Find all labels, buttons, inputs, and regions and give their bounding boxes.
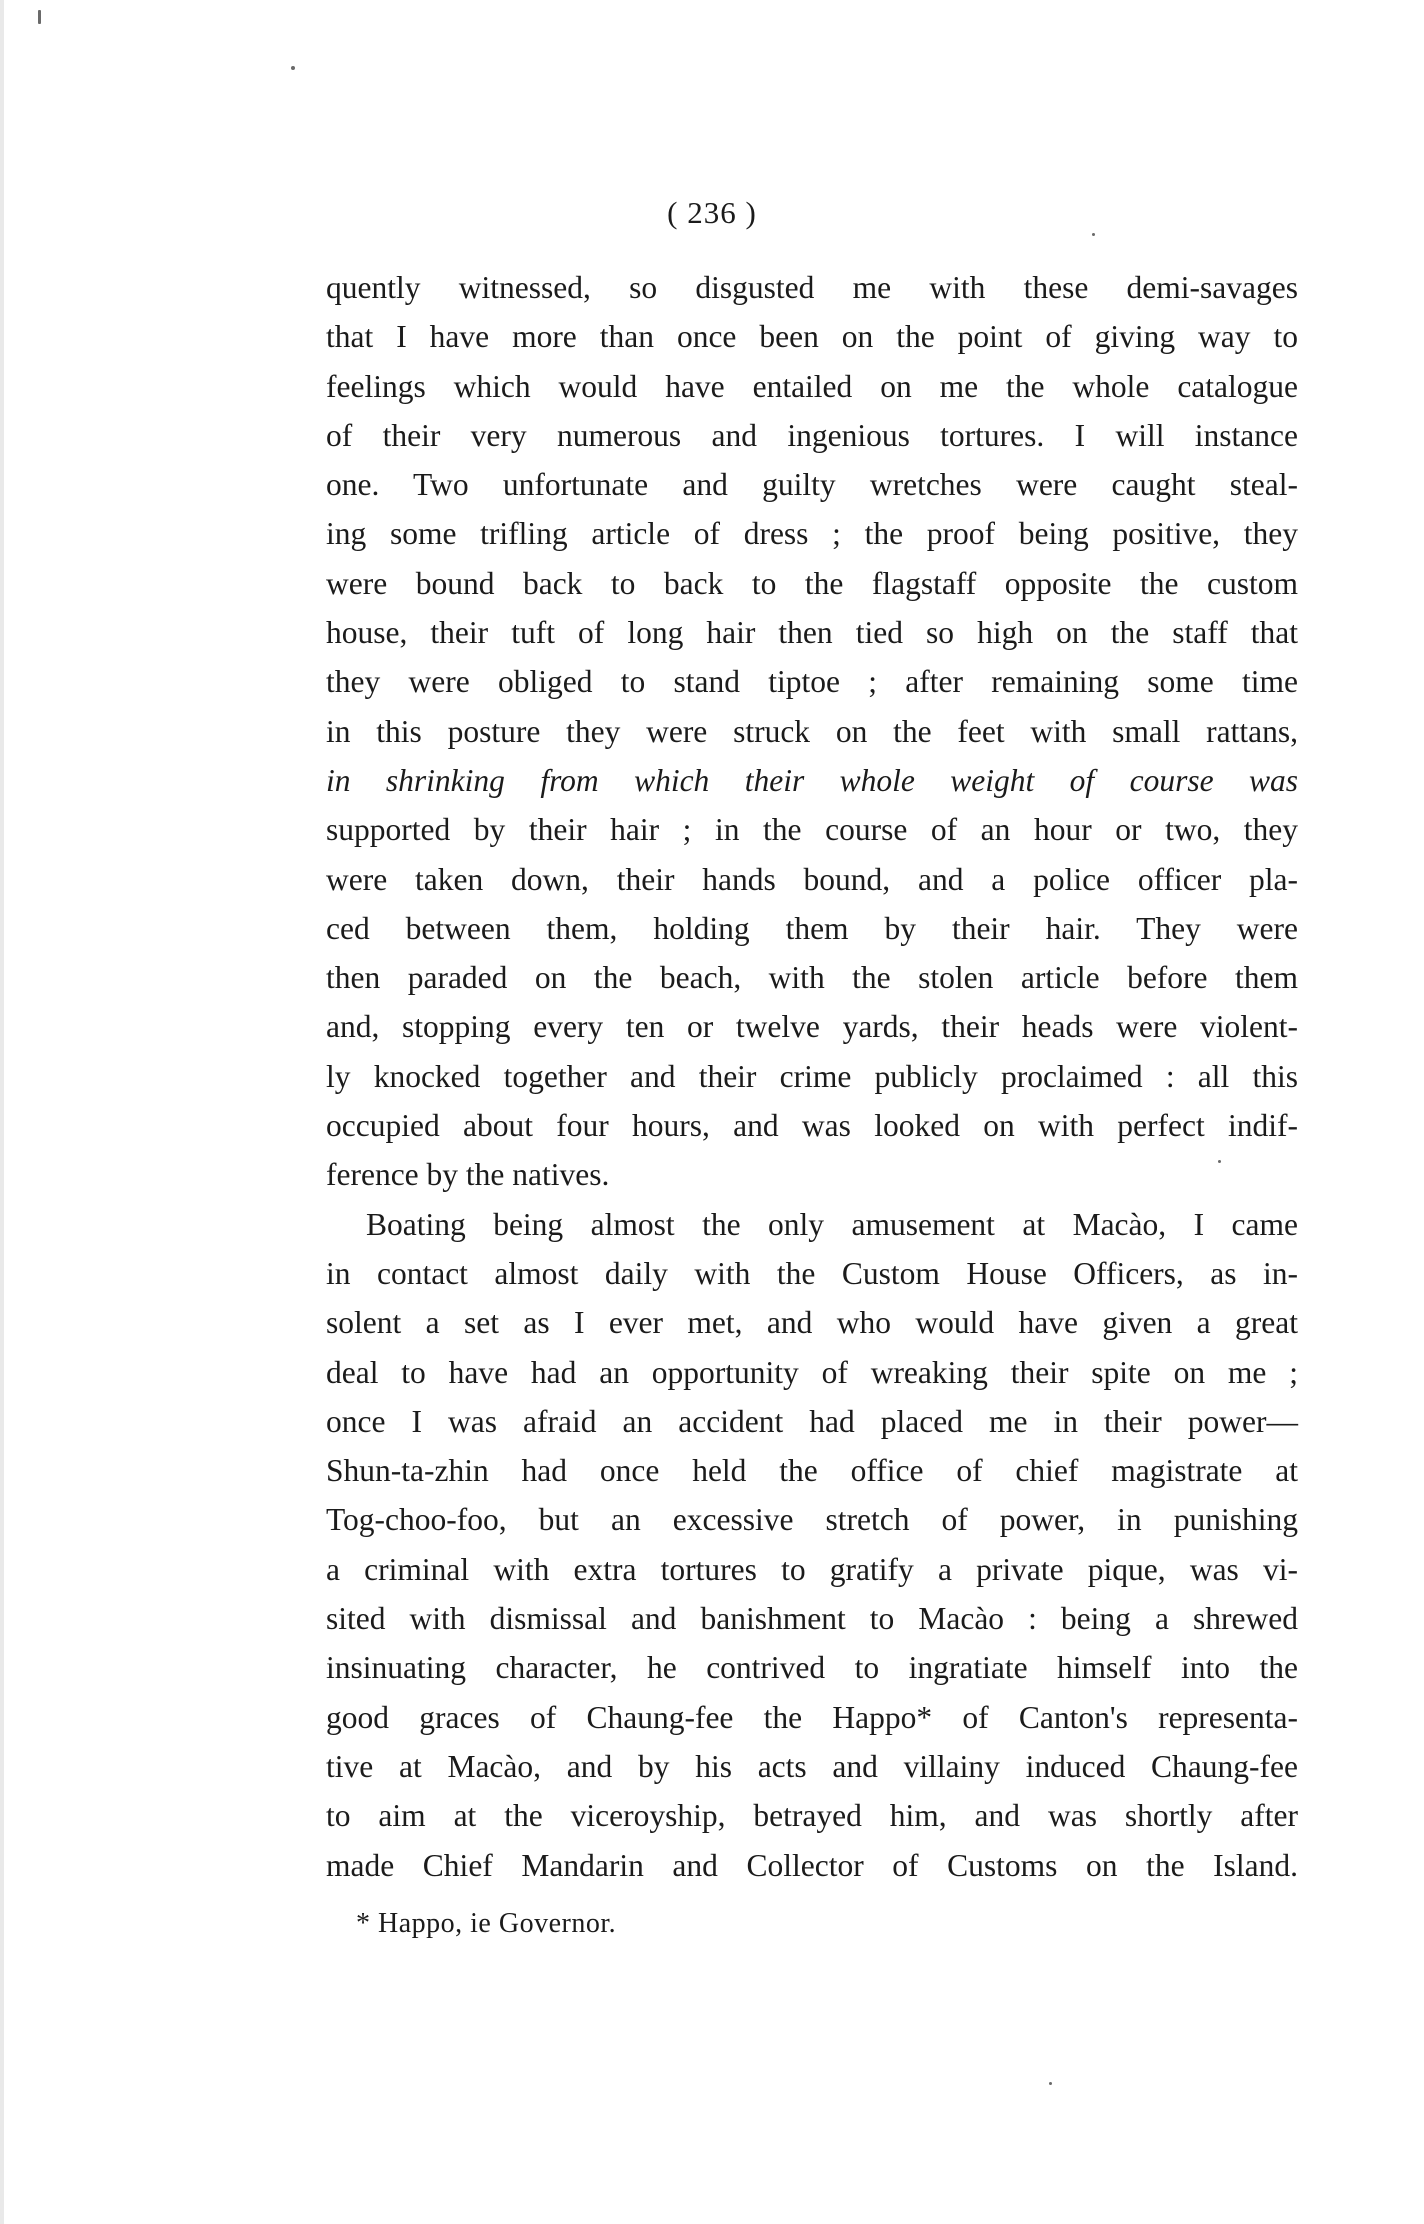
text-line: that I have more than once been on the point of giving way to <box>326 319 1298 355</box>
text-line: they were obliged to stand tiptoe ; after remaining some time <box>326 664 1298 700</box>
scan-speck <box>38 10 41 24</box>
text-line: and, stopping every ten or twelve yards, their heads were violent- <box>326 1009 1298 1045</box>
page-number: ( 236 ) <box>667 195 757 230</box>
text-line: ing some trifling article of dress ; the proof being positive, they <box>326 516 1298 552</box>
scan-speck <box>291 66 295 70</box>
text-line: solent a set as I ever met, and who would have given a great <box>326 1305 1298 1341</box>
text-line: good graces of Chaung-fee the Happo* of Canton's representa- <box>326 1699 1298 1735</box>
text-line: in this posture they were struck on the feet with small rattans, <box>326 713 1298 749</box>
text-line: insinuating character, he contrived to ingratiate himself into the <box>326 1650 1298 1686</box>
text-line: were bound back to back to the flagstaff opposite the custom <box>326 565 1298 601</box>
scan-edge <box>0 0 4 2224</box>
body-text <box>326 263 1298 1890</box>
text-line: made Chief Mandarin and Collector of Customs on the Island. <box>326 1847 1298 1883</box>
text-line: Tog-choo-foo, but an excessive stretch of power, in punishing <box>326 1502 1298 1538</box>
text-line: were taken down, their hands bound, and a police officer pla- <box>326 861 1298 897</box>
text-line: occupied about four hours, and was looked on with perfect indif- <box>326 1108 1298 1144</box>
text-line: ference by the natives. <box>326 1157 610 1193</box>
text-line: to aim at the viceroyship, betrayed him, and was shortly after <box>326 1798 1298 1834</box>
text-line: quently witnessed, so disgusted me with these demi-savages <box>326 270 1298 305</box>
scan-speck <box>1049 2082 1052 2085</box>
text-line: in contact almost daily with the Custom House Officers, as in- <box>326 1255 1298 1291</box>
text-line: in shrinking from which their whole weight of course was <box>326 762 1298 798</box>
footnote: * Happo, ie Governor. <box>356 1908 617 1939</box>
text-line: of their very numerous and ingenious tortures. I will instance <box>326 417 1298 453</box>
text-line: one. Two unfortunate and guilty wretches were caught steal- <box>326 467 1298 503</box>
text-line: sited with dismissal and banishment to Macào : being a shrewed <box>326 1601 1298 1637</box>
text-line: ly knocked together and their crime publicly proclaimed : all this <box>326 1058 1298 1094</box>
text-line: house, their tuft of long hair then tied so high on the staff that <box>326 615 1298 651</box>
text-line: then paraded on the beach, with the stolen article before them <box>326 960 1298 996</box>
text-line: deal to have had an opportunity of wreaking their spite on me ; <box>326 1354 1298 1390</box>
text-line: Shun-ta-zhin had once held the office of chief magistrate at <box>326 1453 1298 1489</box>
scan-speck <box>1092 233 1095 236</box>
scan-speck <box>1218 1160 1221 1163</box>
text-line: ced between them, holding them by their hair. They were <box>326 910 1298 946</box>
text-line: supported by their hair ; in the course of an hour or two, they <box>326 812 1298 848</box>
text-line: a criminal with extra tortures to gratify a private pique, was vi- <box>326 1551 1298 1587</box>
text-line: Boating being almost the only amusement at Macào, I came <box>366 1206 1298 1242</box>
text-line: tive at Macào, and by his acts and villainy induced Chaung-fee <box>326 1748 1298 1784</box>
text-line: once I was afraid an accident had placed me in their power— <box>326 1403 1298 1439</box>
text-line: feelings which would have entailed on me the whole catalogue <box>326 368 1298 404</box>
